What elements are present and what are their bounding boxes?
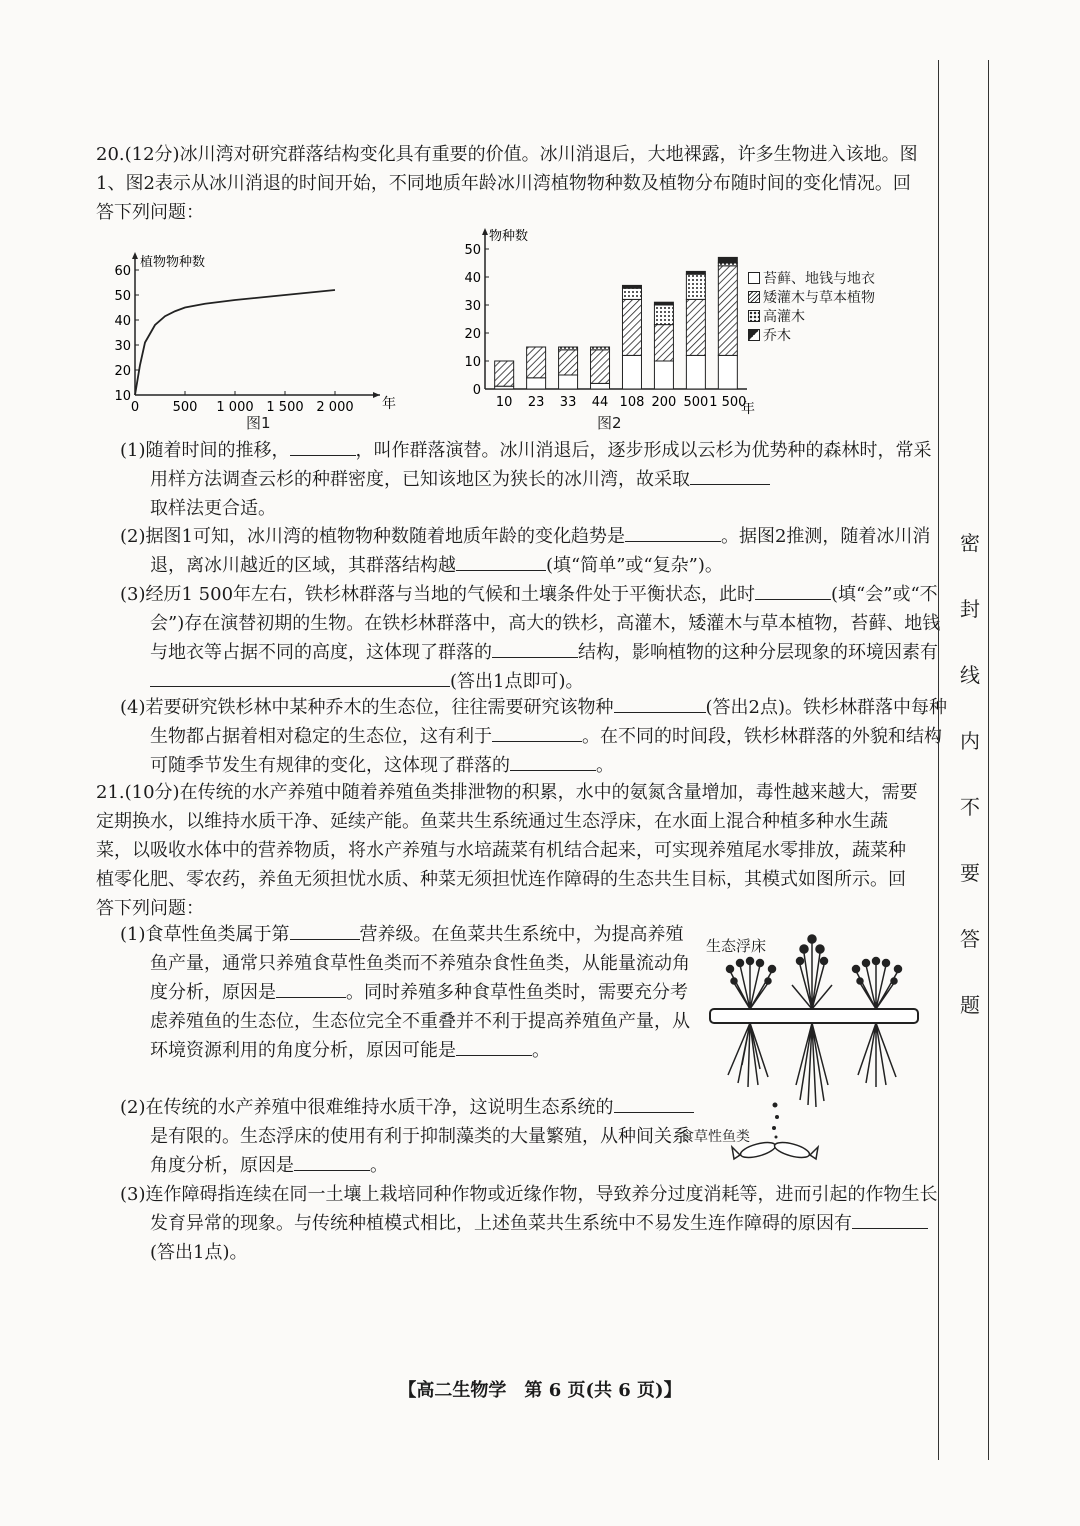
x-tick-label: 1 000 (216, 400, 254, 415)
herbivorous-fish-label: 食草性鱼类 (680, 1129, 750, 1145)
x-tick-label: 200 (651, 395, 677, 410)
legend-item-tree: 乔木 (748, 327, 875, 346)
bar-segment (622, 288, 641, 299)
answer-blank[interactable] (150, 668, 450, 687)
x-tick-label: 1 500 (709, 395, 747, 410)
fish-icon (732, 1140, 818, 1161)
float-board (710, 1009, 918, 1023)
bar-segment (654, 361, 673, 389)
legend-swatch-tall-shrub (748, 310, 760, 322)
figure-2-chart (455, 222, 755, 418)
legend-swatch-moss (748, 272, 760, 284)
legend-swatch-tree (748, 329, 760, 341)
species-curve (135, 290, 335, 395)
seal-char: 密 (960, 531, 980, 555)
y-tick-label: 20 (464, 327, 481, 342)
x-tick-label: 108 (619, 395, 645, 410)
legend-item-tall-shrub: 高灌木 (748, 308, 875, 327)
y-axis-label: 物种数 (489, 229, 529, 244)
q21-intro: 21.(10分)在传统的水产养殖中随着养殖鱼类排泄物的积累，水中的氨氮含量增加，毒性越来越大，需要定期换水，以维持水质干净、延续产能。鱼菜共生系统通过生态浮床，在水面上混合种植多种水生蔬菜，以吸收水体中的营养物质，将水产养殖与水培蔬菜有机结合起来，可实现养殖尾水零排放，蔬菜种植零化肥、零农药，养鱼无须担忧水质、种菜无须担忧连作障碍的生态共生目标，其模式如图所示。回答下列问题： (96, 782, 918, 919)
seal-char: 线 (960, 663, 980, 687)
seal-char: 答 (960, 927, 980, 951)
answer-blank[interactable] (690, 466, 770, 485)
x-tick-label: 500 (172, 400, 198, 415)
figure-1-chart (110, 248, 400, 428)
x-axis-label: 年 (382, 396, 396, 412)
seal-line-right (988, 60, 989, 1460)
bar-segment (622, 299, 641, 355)
x-tick-label: 500 (683, 395, 709, 410)
answer-blank[interactable] (290, 921, 360, 940)
q20-part4: (4)若要研究铁杉林中某种乔木的生态位，往往需要研究该物种 (答出2点)。铁杉林群落中每种生物都占据着相对稳定的生态位，这有利于 。在不同的时间段，铁杉林群落的外貌和结构可随季节发生有规律的变化，这体现了群落的 。 (120, 693, 948, 780)
seal-char: 题 (960, 993, 980, 1017)
answer-blank[interactable] (510, 752, 596, 771)
bar-segment (527, 378, 546, 389)
y-tick-label: 30 (114, 339, 131, 354)
x-tick-label: 44 (591, 395, 609, 410)
answer-blank[interactable] (456, 552, 546, 571)
q20-part3: (3)经历1 500年左右，铁杉林群落与当地的气候和土壤条件处于平衡状态，此时 (填“会”或“不会”)存在演替初期的生物。在铁杉林群落中，高大的铁杉，高灌木，矮灌木与草本植物，苔藓、地钱与地衣等占据不同的高度，这体现了群落的 结构，影响植物的这种分层现象的环境因素有(答出1点即可)。 (120, 580, 948, 696)
x-tick-label: 33 (559, 395, 577, 410)
page-footer: 【高二生物学 第 6 页(共 6 页)】 (398, 1380, 682, 1401)
x-tick-label: 1 500 (266, 400, 304, 415)
q21-part3: (3)连作障碍指连续在同一土壤上栽培同种作物或近缘作物，导致养分过度消耗等，进而引起的作物生长发育异常的现象。与传统种植模式相比，上述鱼菜共生系统中不易发生连作障碍的原因有(答出1点)。 (120, 1184, 938, 1263)
bar-segment (591, 383, 610, 389)
answer-blank[interactable] (492, 723, 582, 742)
bar-segment (622, 285, 641, 288)
seal-text (955, 510, 985, 1038)
bar-segment (527, 347, 546, 378)
bar-segment (718, 266, 737, 356)
bar-segment (718, 257, 737, 263)
answer-blank[interactable] (625, 523, 721, 542)
answer-blank[interactable] (852, 1210, 928, 1229)
bar-segment (654, 305, 673, 325)
seal-char: 不 (960, 795, 980, 819)
q21-part2: (2)在传统的水产养殖中很难维持水质干净，这说明生态系统的是有限的。生态浮床的使用有利于抑制藻类的大量繁殖，从种间关系角度分析，原因是 。 (120, 1093, 700, 1180)
bubbles-icon (772, 1103, 779, 1139)
bar-segment (686, 299, 705, 355)
answer-blank[interactable] (492, 639, 578, 658)
bar-segment (654, 325, 673, 361)
legend-item-moss: 苔藓、地钱与地衣 (748, 270, 875, 289)
y-axis-arrow (482, 228, 488, 235)
q20-part2: (2)据图1可知，冰川湾的植物物种数随着地质年龄的变化趋势是 。据图2推测，随着冰川消退，离冰川越近的区域，其群落结构越 (填“简单”或“复杂”)。 (120, 522, 948, 580)
bar-segment (654, 302, 673, 305)
figure-2-caption: 图2 (597, 414, 622, 432)
answer-blank[interactable] (755, 581, 831, 600)
y-tick-label: 30 (464, 299, 481, 314)
q20-intro: 20.(12分)冰川湾对研究群落结构变化具有重要的价值。冰川消退后，大地裸露，许多生物进入该地。图1、图2表示从冰川消退的时间开始，不同地质年龄冰川湾植物物种数及植物分布随时间的变化情况。回答下列问题： (96, 144, 918, 223)
figure-2-legend (748, 270, 875, 346)
bar-segment (559, 347, 578, 350)
seal-line-left (938, 60, 939, 1460)
figure-1-caption: 图1 (246, 414, 271, 432)
x-tick-label: 0 (130, 400, 140, 415)
y-tick-label: 0 (472, 383, 481, 398)
y-tick-label: 20 (114, 364, 131, 379)
answer-blank[interactable] (456, 1037, 532, 1056)
answer-blank[interactable] (276, 979, 346, 998)
bar-segment (686, 271, 705, 274)
x-axis-label: 年 (741, 401, 755, 417)
bar-segment (686, 355, 705, 389)
x-tick-label: 2 000 (316, 400, 354, 415)
q20-part1: (1)随着时间的推移， ，叫作群落演替。冰川消退后，逐步形成以云杉为优势种的森林时，常采用样方法调查云杉的种群密度，已知该地区为狭长的冰川湾，故采取 取样法更合适。 (120, 436, 948, 523)
floating-bed-label: 生态浮床 (706, 937, 767, 955)
y-tick-label: 10 (114, 389, 131, 404)
answer-blank[interactable] (290, 437, 356, 456)
x-axis-arrow (373, 392, 380, 398)
y-axis-arrow (132, 252, 138, 259)
x-tick-label: 23 (527, 395, 545, 410)
seal-char: 要 (960, 861, 980, 885)
answer-blank[interactable] (614, 694, 706, 713)
seal-char: 内 (960, 729, 980, 753)
legend-swatch-shrub-herb (748, 291, 760, 303)
floating-bed-illustration (700, 925, 930, 1165)
bar-segment (559, 350, 578, 375)
bar-segment (622, 355, 641, 389)
bar-segment (591, 350, 610, 384)
y-tick-label: 40 (114, 314, 131, 329)
y-tick-label: 50 (114, 289, 131, 304)
y-tick-label: 40 (464, 271, 481, 286)
x-tick-label: 10 (495, 395, 513, 410)
answer-blank[interactable] (614, 1094, 694, 1113)
y-axis-label: 植物物种数 (140, 255, 206, 270)
y-tick-label: 10 (464, 355, 481, 370)
bar-segment (559, 375, 578, 389)
y-tick-label: 60 (114, 264, 131, 279)
q21-part1: (1)食草性鱼类属于第 营养级。在鱼菜共生系统中，为提高养殖鱼产量，通常只养殖食草性鱼类而不养殖杂食性鱼类，从能量流动角度分析，原因是 。同时养殖多种食草性鱼类时，需要充分考虑养殖鱼的生态位，生态位完全不重叠并不利于提高养殖鱼产量，从环境资源利用的角度分析，原因可能是 。 (120, 920, 700, 1065)
legend-item-shrub-herb: 矮灌木与草本植物 (748, 289, 875, 308)
bar-segment (718, 355, 737, 389)
bar-segment (686, 274, 705, 299)
seal-char: 封 (960, 597, 980, 621)
bar-segment (495, 361, 514, 386)
answer-blank[interactable] (294, 1152, 370, 1171)
bar-segment (591, 347, 610, 350)
y-tick-label: 50 (464, 243, 481, 258)
